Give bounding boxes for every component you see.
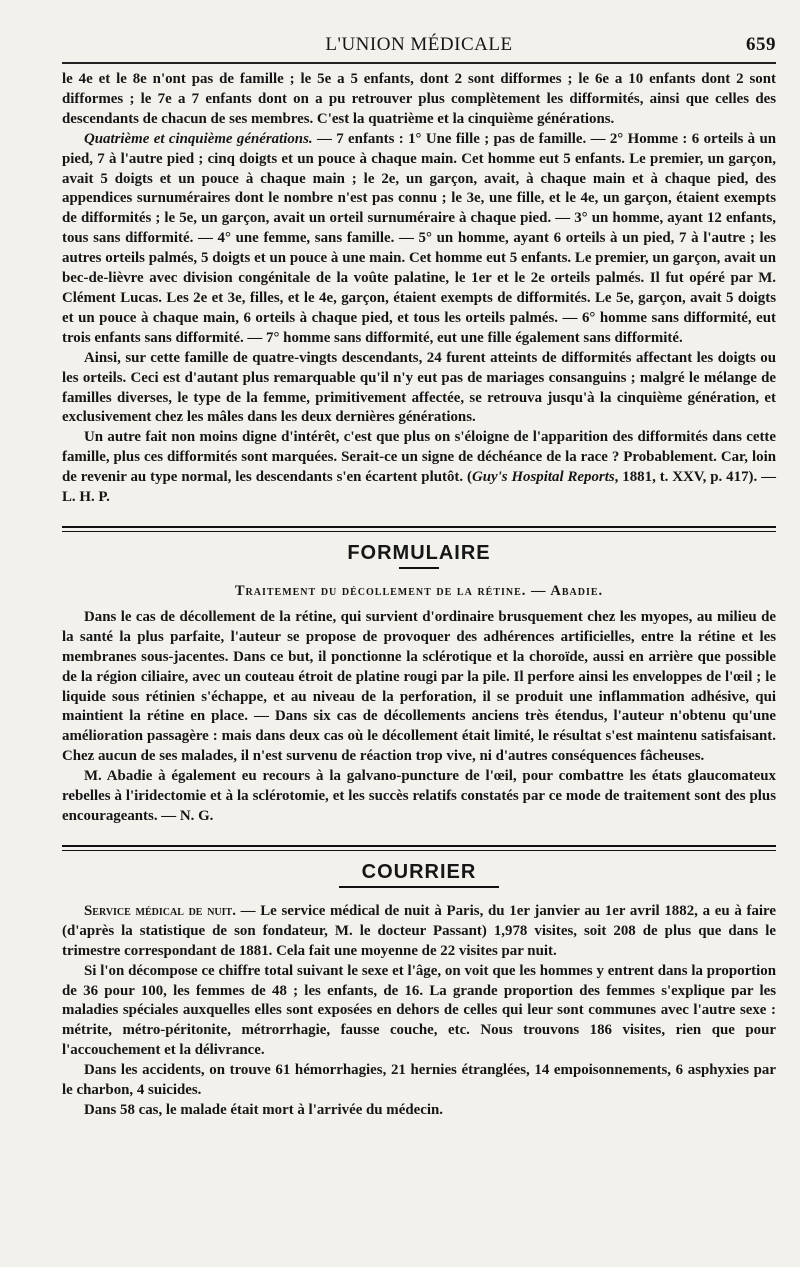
- paragraph: [62, 902, 776, 962]
- section-heading: FORMULAIRE: [347, 541, 491, 564]
- paragraph: Dans les accidents, on trouve 61 hémorrhagies, 21 hernies étranglées, 14 empoisonnements, 6 asphyxies par le charbon, 4 suicides.: [62, 1062, 776, 1099]
- paragraph: Si l'on décompose ce chiffre total suivant le sexe et l'âge, on voit que les hommes y entrent dans la proportion de 36 pour 100, les femmes de 48 ; les enfants, de 16. La grande proportion des femmes s'explique par les maladies spéciales auxquelles elles sont exposées en dehors de celles qui leur sont communes avec l'autre sexe : métrite, métro-péritonite, métrorrhagie, fausse couche, etc. Nous trouvons 186 visites, rien que pour l'accouchement et la délivrance.: [62, 962, 776, 1059]
- header-rule: [62, 62, 776, 64]
- journal-title: L'UNION MÉDICALE: [325, 34, 513, 55]
- section-divider: [62, 526, 776, 532]
- paragraph-text: — Le service médical de nuit à Paris, du 1er janvier au 1er avril 1882, a eu à faire (d'après la statistique de son fondateur, M. le docteur Passant) 1,978 visites, soit 208 de plus que dans le trimestre correspondant de 1881. Cela fait une moyenne de 22 visites par nuit.: [62, 902, 776, 959]
- paragraph: Ainsi, sur cette famille de quatre-vingts descendants, 24 furent atteints de difformités affectant les doigts ou les orteils. Ceci est d'autant plus remarquable qu'il n'y eut pas de mariages consanguins ; malgré le mélange de familles diverses, le type de la femme, primitivement affectée, se retrouva jusqu'à la cinquième génération, et exclusivement chez les mâles dans les deux dernières générations.: [62, 349, 776, 426]
- section-heading: COURRIER: [361, 860, 477, 883]
- paragraph: [62, 428, 776, 508]
- paragraph-lead: Service médical de nuit.: [84, 902, 236, 919]
- paragraph-text: , 1881, t. XXV, p. 417). — L. H. P.: [62, 469, 776, 506]
- courrier-section: [62, 861, 776, 1121]
- paragraph-lead: Quatrième et cinquième générations.: [84, 130, 313, 147]
- article-subhead: Traitement du décollement de la rétine. — Abadie.: [234, 582, 604, 599]
- running-head: [62, 32, 776, 58]
- formulaire-section: [62, 542, 776, 827]
- paragraph-text: Un autre fait non moins digne d'intérêt, c'est que plus on s'éloigne de l'apparition des difformités dans cette famille, plus ces difformités sont marquées. Serait-ce un signe de déchéance de la race ? Probablement. Car, loin de revenir au type normal, les descendants s'en écartent plutôt. (: [62, 429, 776, 486]
- section-divider: [62, 845, 776, 851]
- paragraph: le 4e et le 8e n'ont pas de famille ; le 5e a 5 enfants, dont 2 sont difformes ; le 6e a 10 enfants dont 2 sont difformes ; le 7e a 7 enfants dont on a pu retrouver plus complètement les difformités, ainsi que celles des descendants de chacun de ses membres. C'est la quatrième et la cinquième générations.: [62, 71, 776, 127]
- article-continuation: [62, 70, 776, 508]
- source-citation: Guy's Hospital Reports: [471, 469, 615, 486]
- heading-rule: [399, 567, 439, 569]
- paragraph: Dans 58 cas, le malade était mort à l'arrivée du médecin.: [84, 1101, 443, 1118]
- paragraph-text: — 7 enfants : 1° Une fille ; pas de famille. — 2° Homme : 6 orteils à un pied, 7 à l'autre pied ; cinq doigts et un pouce à chaque main. Cet homme eut 5 enfants. Le premier, un garçon, avait 5 doigts et un pouce à chaque main ; le 2e, un garçon, avait, à chaque main et à chaque pied, des appendices surnuméraires dont le nombre n'est pas connu ; le 3e, une fille, et le 4e, un garçon, étaient exempts de difformités ; le 5e, un garçon, avait un orteil surnuméraire à chaque pied. — 3° un homme, ayant 12 enfants, tous sans difformité. — 4° une femme, sans famille. — 5° un homme, ayant 6 orteils à un pied, 7 à l'autre ; les autres orteils palmés, 5 doigts et un pouce à une main. Cet homme eut 5 enfants. Le premier, un garçon, avait un bec-de-lièvre avec division congénitale de la voûte palatine, le 1er et le 2e orteils palmés. Il fut opéré par M. Clément Lucas. Les 2e et 3e, filles, et le 4e, garçon, étaient exempts de difformités. Le 5e, garçon, avait 5 doigts et un pouce à chaque main, 6 orteils à chaque pied, et tous les orteils palmés. — 6° homme sans difformité, eut trois enfants sans difformité. — 7° homme sans difformité, eut une fille également sans difformité.: [62, 130, 777, 346]
- paragraph: M. Abadie à également eu recours à la galvano-puncture de l'œil, pour combattre les états glaucomateux rebelles à l'iridectomie et à la sclérotomie, et les succès relatifs constatés par ce mode de traitement sont des plus encourageants. — N. G.: [62, 768, 776, 824]
- paragraph: [62, 130, 776, 349]
- paragraph: Dans le cas de décollement de la rétine, qui survient d'ordinaire brusquement chez les myopes, au milieu de la santé la plus parfaite, l'auteur se propose de provoquer des adhérences artificielles, entre la rétine et les membranes sous-jacentes. Dans ce but, il ponctionne la sclérotique et la choroïde, aussi en arrière que possible de la région ciliaire, avec un couteau étroit de platine rougi par la pile. Il perfore ainsi les enveloppes de l'œil ; le liquide sous rétinien s'échappe, et au niveau de la perforation, il se produit une inflammation adhésive, qui maintient la rétine en place. — Dans six cas de décollements anciens très étendus, l'auteur n'obtenu qu'une amélioration passagère : mais dans deux cas où le décollement était limité, le résultat s'est maintenu satisfaisant. Chez aucun de ses malades, il n'est survenu de réaction trop vive, ni d'autres conséquences fâcheuses.: [62, 608, 776, 765]
- heading-rule: [339, 886, 499, 888]
- page-number: 659: [746, 34, 776, 55]
